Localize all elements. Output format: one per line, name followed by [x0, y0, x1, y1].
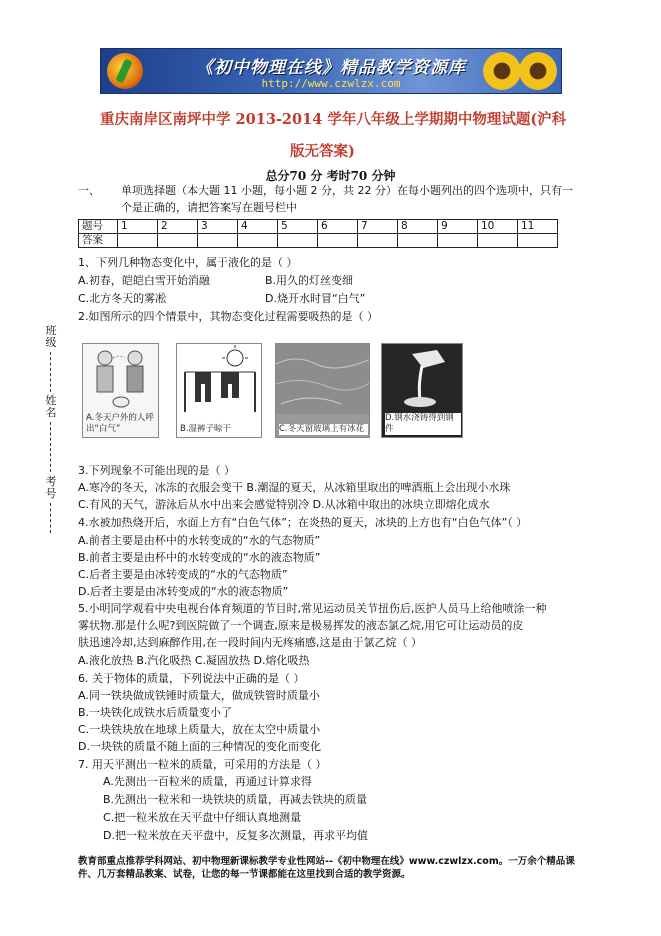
answer-cell-5[interactable] [278, 234, 318, 248]
frosted-window-icon [276, 344, 370, 414]
binding-line [50, 352, 51, 392]
q1-option-c: C.北方冬天的雾凇 [78, 292, 167, 305]
q7-option-d: D.把一粒米放在天平盘中，反复多次测量，再求平均值 [103, 829, 368, 842]
section-number: 一、 [78, 184, 100, 197]
q4-option-d: D.后者主要是由冰转变成的“水的液态物质” [78, 585, 289, 598]
table-row [79, 234, 558, 248]
section-instruction-line-1: 单项选择题（本大题 11 小题，每小题 2 分，共 22 分）在每小题列出的四个选项中，只有一 [121, 184, 573, 197]
page-footer [78, 855, 583, 881]
table-cell-label: 题号 [79, 220, 118, 234]
table-cell-number: 2 [158, 220, 198, 234]
q1-option-d: D.烧开水时冒“白气” [265, 292, 366, 305]
side-label-exam-no: 考号 [45, 475, 57, 500]
answer-cell-7[interactable] [358, 234, 398, 248]
q4-option-c: C.后者主要是由冰转变成的“水的气态物质” [78, 568, 288, 581]
table-cell-number: 5 [278, 220, 318, 234]
answer-cell-2[interactable] [158, 234, 198, 248]
q2-caption-b: B.湿裤子晾干 [180, 424, 232, 434]
clothesline-icon [177, 344, 262, 414]
q2-stem: 2.如图所示的四个情景中，其物态变化过程需要吸热的是（ ） [78, 310, 378, 323]
q2-caption-d: D.钢水浇铸得到钢件 [385, 413, 461, 435]
section-instruction-line-2: 个是正确的，请把答案写在题号栏中 [121, 201, 297, 214]
q5-line-2: 雾状物.那是什么呢?到医院做了一个调查,原来是极易挥发的液态氯乙烷,用它可让运动员的皮 [78, 619, 524, 632]
answer-cell-4[interactable] [238, 234, 278, 248]
table-cell-number: 11 [518, 220, 558, 234]
q4-option-a: A.前者主要是由杯中的水转变成的“水的气态物质” [78, 534, 321, 547]
q6-option-b: B.一块铁化成铁水后质量变小了 [78, 706, 233, 719]
table-cell-number: 1 [118, 220, 158, 234]
q2-figure-c [275, 343, 370, 438]
q6-option-d: D.一块铁的质量不随上面的三种情况的变化而变化 [78, 740, 321, 753]
q3-options-ab: A.寒冷的冬天，冰冻的衣服会变干 B.潮湿的夏天，从冰箱里取出的啤酒瓶上会出现小水珠 [78, 481, 511, 494]
table-cell-number: 8 [398, 220, 438, 234]
answer-cell-3[interactable] [198, 234, 238, 248]
q7-option-c: C.把一粒米放在天平盘中仔细认真地测量 [103, 811, 302, 824]
people-breathing-icon [83, 344, 159, 412]
q7-option-b: B.先测出一粒米和一块铁块的质量，再减去铁块的质量 [103, 793, 368, 806]
q7-stem: 7. 用天平测出一粒米的质量，可采用的方法是（ ） [78, 758, 327, 771]
table-cell-number: 9 [438, 220, 478, 234]
q2-caption-c: C.冬天窗玻璃上有冰花 [279, 424, 368, 435]
q3-options-cd: C.有风的天气，游泳后从水中出来会感觉特别冷 D.从冰箱中取出的冰块立即熔化成水 [78, 498, 490, 511]
table-cell-number: 7 [358, 220, 398, 234]
q1-stem: 1、下列几种物态变化中，属于液化的是（ ） [78, 256, 298, 269]
q7-option-a: A.先测出一百粒米的质量，再通过计算求得 [103, 775, 312, 788]
answer-cell-8[interactable] [398, 234, 438, 248]
q6-option-c: C.一块铁块放在地球上质量大，放在太空中质量小 [78, 723, 321, 736]
q4-stem: 4.水被加热烧开后，水面上方有“白色气体”；在炎热的夏天，冰块的上方也有“白色气体”（ ） [78, 516, 528, 529]
table-cell-number: 6 [318, 220, 358, 234]
sunflower-icon [519, 52, 557, 90]
sunflower-icon [483, 52, 521, 90]
answer-cell-11[interactable] [518, 234, 558, 248]
footer-line-2: 件、几万套精品教案、试卷，让您的每一节课都能在这里找到合适的教学资源。 [78, 869, 411, 880]
answer-cell-1[interactable] [118, 234, 158, 248]
side-label-name: 姓名 [45, 394, 57, 419]
q2-figure-a [82, 343, 159, 438]
header-banner [100, 48, 562, 94]
score-time-line: 总分70 分 考时70 分钟 [265, 169, 396, 183]
q5-line-1: 5.小明同学观看中央电视台体育频道的节目时,常见运动员关节扭伤后,医护人员马上给他喷涂一种 [78, 602, 547, 615]
banner-url: http://www.czwlzx.com [261, 77, 401, 90]
q2-figure-b [176, 343, 262, 438]
side-label-class: 班级 [45, 324, 57, 349]
q1-option-b: B.用久的灯丝变细 [265, 274, 354, 287]
answer-table [78, 219, 558, 248]
document-title-line-1: 重庆南岸区南坪中学 2013-2014 学年八年级上学期期中物理试题(沪科 [100, 111, 567, 128]
q3-stem: 3.下列现象不可能出现的是（ ） [78, 464, 235, 477]
answer-cell-9[interactable] [438, 234, 478, 248]
q4-option-b: B.前者主要是由杯中的水转变成的“水的液态物质” [78, 551, 321, 564]
table-cell-number: 3 [198, 220, 238, 234]
site-logo [107, 53, 143, 89]
q5-options: A.液化放热 B.汽化吸热 C.凝固放热 D.熔化吸热 [78, 654, 310, 667]
binding-line [50, 503, 51, 533]
table-row [79, 220, 558, 234]
q6-option-a: A.同一铁块做成铁锤时质量大，做成铁管时质量小 [78, 689, 320, 702]
q5-line-3: 肤迅速冷却,达到麻醉作用,在一段时间内无疼痛感,这是由于氯乙烷（ ） [78, 636, 422, 649]
table-cell-number: 4 [238, 220, 278, 234]
binding-line [50, 422, 51, 472]
answer-cell-10[interactable] [478, 234, 518, 248]
banner-title: 《初中物理在线》精品教学资源库 [196, 58, 466, 78]
molten-steel-icon [382, 344, 463, 414]
table-cell-number: 10 [478, 220, 518, 234]
q6-stem: 6. 关于物体的质量，下列说法中正确的是（ ） [78, 672, 305, 685]
document-title-line-2: 版无答案) [290, 143, 355, 160]
table-cell-label: 答案 [79, 234, 118, 248]
answer-cell-6[interactable] [318, 234, 358, 248]
q2-caption-a: A.冬天户外的人呼出“白气” [86, 413, 154, 434]
footer-line-1: 教育部重点推荐学科网站、初中物理新课标教学专业性网站--《初中物理在线》www.czwlzx.com。一万余个精品课 [78, 856, 575, 867]
q2-figure-d [381, 343, 463, 438]
q1-option-a: A.初春，皑皑白雪开始消融 [78, 274, 210, 287]
